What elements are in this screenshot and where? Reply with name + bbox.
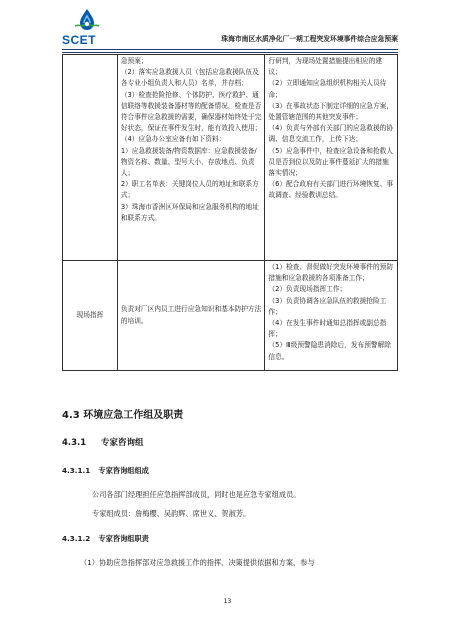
table-cell-duties-left: [117, 55, 265, 261]
cell-line: （2）落实应急救援人员（包括应急救援队伍及各专业小组负责人和人员）名单，并存档；: [120, 68, 259, 88]
subsubsection-heading: [62, 466, 149, 476]
cell-line: 3）珠海市香洲区环保局和应急服务机构的地址和联系方式。: [120, 202, 259, 222]
subsubsection-title: 专家咨询组组成: [98, 466, 149, 475]
header-title: 珠海市南区水质净化厂一期工程突发环境事件综合应急预案: [221, 35, 398, 43]
page-header: [62, 8, 398, 48]
cell-line: （5）应急事件中，检查应急设备和抢救人员是否到位以及防止事件蔓延扩大的措施落实情况；: [268, 146, 394, 178]
subsubsection-number: 4.3.1.1: [62, 466, 91, 475]
subsubsection-title: 专家咨询组职责: [98, 534, 149, 543]
cell-line: 2）职工名单表：关键岗位人员的地址和联系方式；: [120, 180, 259, 200]
subsubsection-heading: [62, 534, 149, 544]
droplet-logo-icon: [72, 8, 102, 32]
header-divider-thin: [62, 52, 398, 53]
company-logo: [62, 8, 114, 46]
duties-table: [62, 54, 398, 371]
cell-line: （4）应急办公室应备有如下资料：: [120, 135, 226, 144]
cell-line: （5）Ⅲ级预警隐患消除后，发布预警解除信息。: [268, 341, 391, 361]
page-number: 13: [223, 598, 232, 605]
cell-line: （4）负责与外部有关部门的应急救援的协调、信息交流工作，上传下达；: [268, 124, 394, 144]
table-cell-role: 现场指挥: [63, 261, 118, 371]
cell-line: （3）负责协调各应急队伍的救援抢险工作；: [268, 296, 387, 316]
table-cell-duties-right: [265, 261, 398, 371]
subsection-number: 4.3.1: [62, 438, 87, 448]
header-divider: [62, 49, 398, 50]
paragraph: （1）协助应急指挥部对应急救援工作的指挥、决策提供依据和方案，参与: [80, 558, 315, 567]
subsection-title: 专家咨询组: [100, 438, 144, 448]
cell-line: （6）配合政府有关部门进行环境恢复、事故调查、经验教训总结。: [268, 180, 394, 200]
table-row: [63, 55, 398, 261]
cell-line: （1）检查、督促做好突发环境事件的预防措施和应急救援的各项准备工作；: [268, 263, 394, 283]
logo-text: SCET: [62, 33, 97, 47]
paragraph: 专家组成员：詹梅樱、吴韵辉、席世义、贺淑芳。: [92, 509, 251, 518]
paragraph: 公司各部门经理担任应急指挥部成员，同时也是应急专家组成员。: [92, 490, 301, 499]
cell-line: （4）在发生事件时通知总指挥或副总指挥；: [268, 319, 387, 339]
table-cell-duties-right: [265, 55, 398, 261]
cell-line: （2）负责现场指挥工作；: [268, 285, 347, 294]
cell-line: （3）在事故状态下制定详细的应急方案，处置管辖范围的其他突发事件；: [268, 101, 394, 122]
table-cell-role: [63, 55, 118, 261]
cell-line: 行研判，为现场处置措施提出相应的建议；: [268, 57, 383, 77]
cell-line: （3）检查抢险抢修、个体防护、医疗救护、通信联络等救援装备器材等的配备情况，检查是否符合事件应急救援的需要，确保器材始终处于完好状态，保证在事件发生时，能有效投入使用；: [120, 90, 262, 133]
section-heading: 4.3 环境应急工作组及职责: [62, 410, 184, 421]
table-row: [63, 261, 398, 371]
cell-line: （2）立即通知应急组织机构相关人员待命；: [268, 79, 387, 99]
table-cell-duties-left: 负责对厂区内员工进行应急知识和基本防护方法的培训。: [117, 261, 265, 371]
cell-line: 1）应急救援装备/物资数据库：应急救援装备/物资名称、数量、型号大小、存放地点、负责人；: [120, 146, 257, 178]
cell-line: 急预案；: [120, 57, 148, 65]
subsection-heading: [62, 436, 143, 448]
subsubsection-number: 4.3.1.2: [62, 534, 91, 543]
